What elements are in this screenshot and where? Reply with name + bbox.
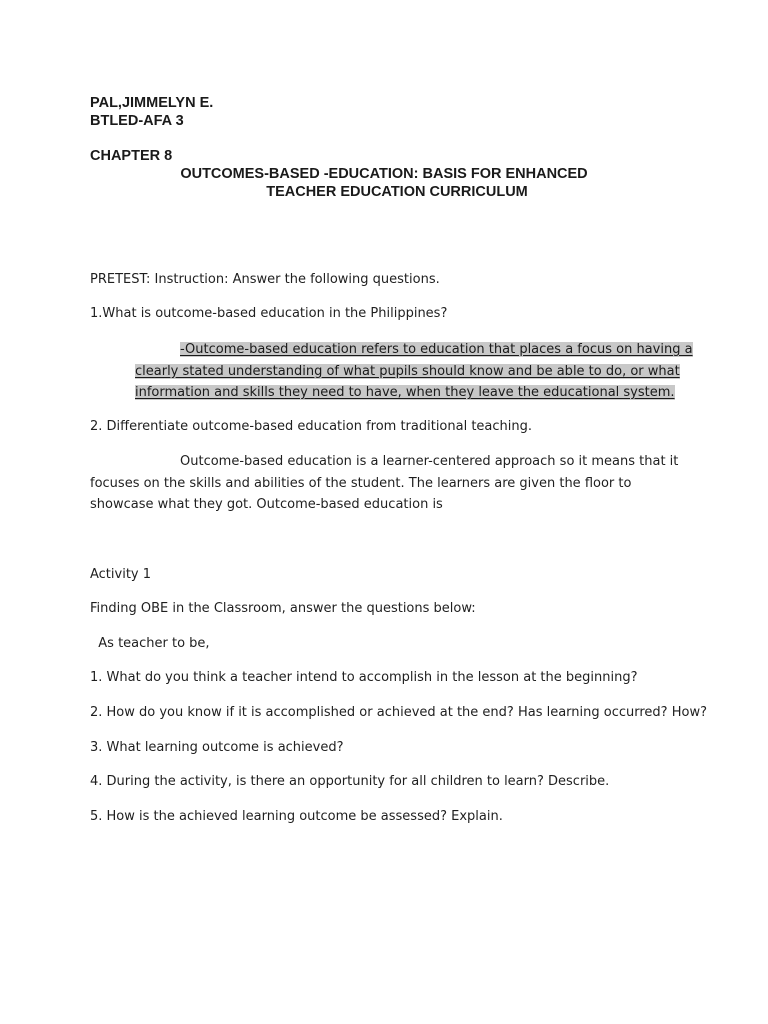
pretest-instruction: PRETEST: Instruction: Answer the following questions. — [90, 272, 440, 287]
pretest-question-2: 2. Differentiate outcome-based education from traditional teaching. — [90, 419, 533, 434]
answer-1-line-text: clearly stated understanding of what pupils should know and be able to do, or what — [135, 363, 680, 379]
answer-1-line-text: information and skills they need to have, when they leave the educational system. — [135, 385, 675, 400]
activity-question-2: 2. How do you know if it is accomplished or achieved at the end? Has learning occurred? How? — [90, 705, 707, 720]
activity-instruction: Finding OBE in the Classroom, answer the questions below: — [90, 601, 476, 616]
chapter-title-line-2-text: TEACHER EDUCATION CURRICULUM — [266, 184, 528, 200]
pretest-answer-1-highlighted — [135, 339, 693, 404]
activity-question-1: 1. What do you think a teacher intend to accomplish in the lesson at the beginning? — [90, 670, 638, 685]
pretest-answer-2: Outcome-based education is a learner-centered approach so it means that it focuses on the skills and abilities of the student. The learners are given the floor to showcase what they got. Outcome-based education is — [90, 454, 679, 512]
course-section: BTLED-AFA 3 — [90, 113, 184, 129]
answer-1-line — [135, 382, 680, 404]
pretest-question-1: 1.What is outcome-based education in the Philippines? — [90, 306, 448, 321]
chapter-title-line-2 — [0, 183, 768, 201]
answer-1-line — [135, 339, 693, 361]
chapter-label: CHAPTER 8 — [90, 148, 173, 164]
answer-1-line — [135, 361, 680, 383]
activity-question-4: 4. During the activity, is there an opportunity for all children to learn? Describe. — [90, 774, 610, 789]
activity-preface: As teacher to be, — [90, 636, 210, 651]
activity-question-3: 3. What learning outcome is achieved? — [90, 740, 344, 755]
student-name: PAL,JIMMELYN E. — [90, 95, 214, 111]
activity-title: Activity 1 — [90, 567, 152, 582]
activity-question-5: 5. How is the achieved learning outcome be assessed? Explain. — [90, 809, 503, 824]
chapter-title-line-1-text: OUTCOMES-BASED -EDUCATION: BASIS FOR ENHANCED — [180, 166, 588, 182]
answer-1-line-text: -Outcome-based education refers to education that places a focus on having a — [180, 342, 693, 357]
chapter-title-line-1 — [0, 165, 768, 183]
